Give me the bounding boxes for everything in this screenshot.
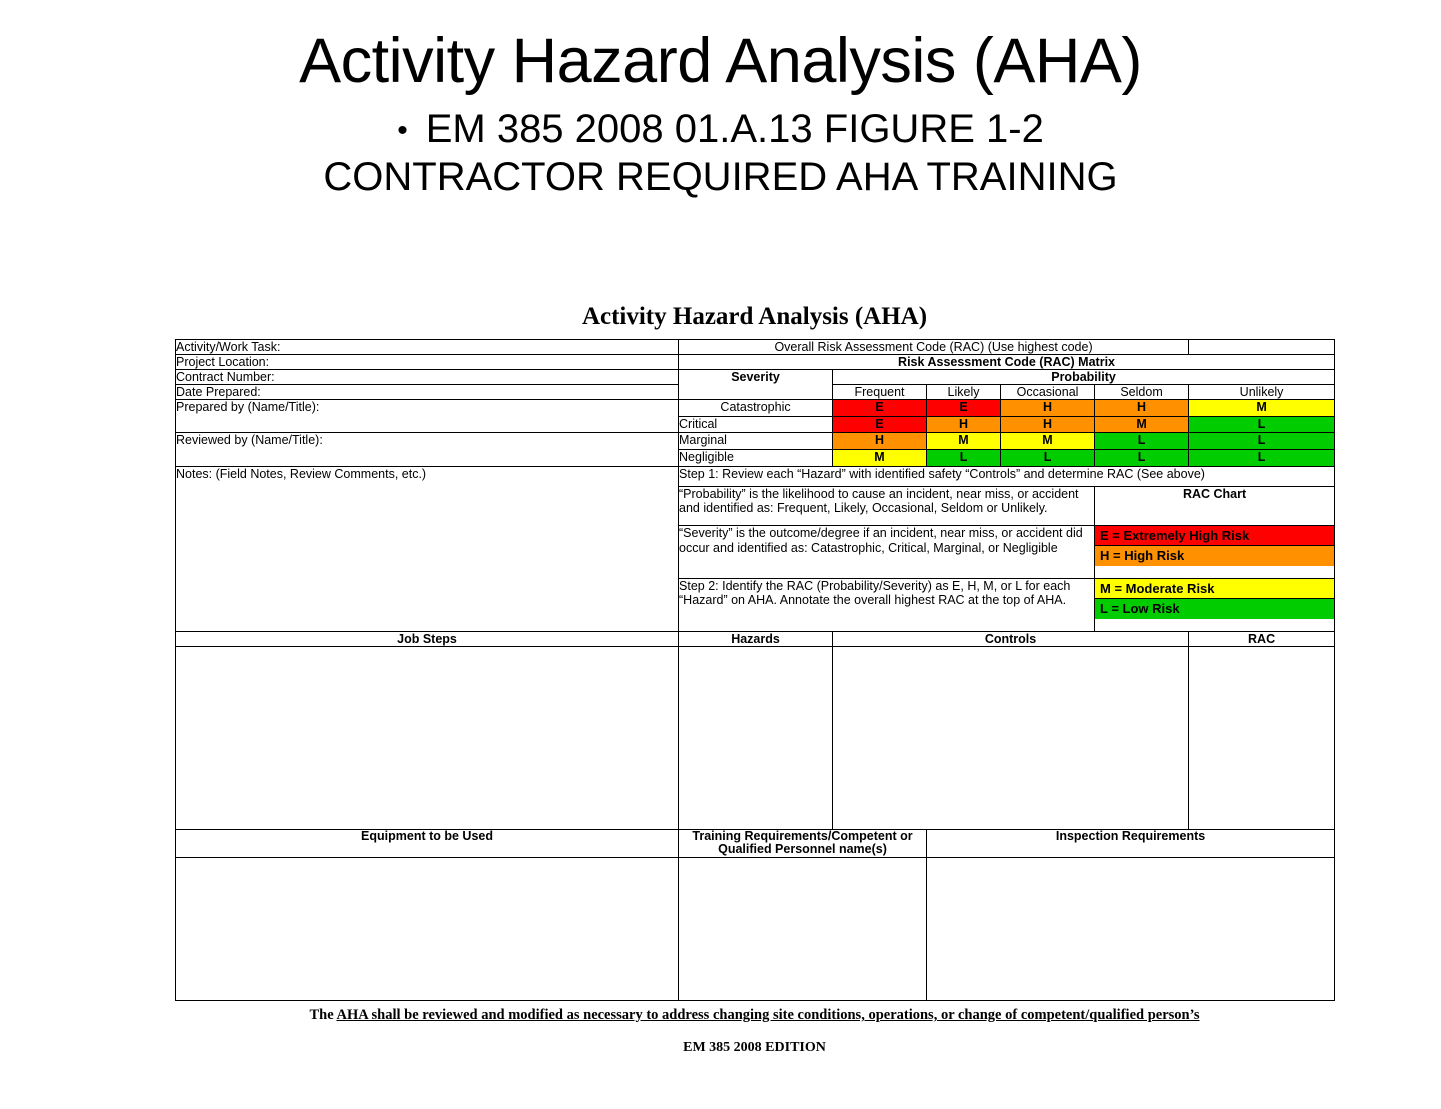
- subtitle-line1-text: EM 385 2008 01.A.13 FIGURE 1-2: [425, 107, 1044, 152]
- matrix-cell: E: [833, 400, 927, 417]
- input-rac[interactable]: [1189, 646, 1335, 829]
- form-title: Activity Hazard Analysis (AHA): [581, 303, 928, 330]
- legend-low-risk: L = Low Risk: [1095, 598, 1334, 619]
- probability-definition: “Probability” is the likelihood to cause an incident, near miss, or accident and identified as: Frequent, Likely, Occasional, Seldom or Unlikely.: [679, 486, 1095, 525]
- footer-note-prefix: The: [309, 1007, 337, 1023]
- table-row: [176, 433, 1335, 450]
- subtitle-bullet-line: [0, 106, 1441, 152]
- field-prepared-by[interactable]: Prepared by (Name/Title):: [176, 400, 679, 433]
- field-contract-number[interactable]: Contract Number:: [176, 370, 679, 385]
- matrix-cell: L: [1095, 449, 1189, 466]
- field-notes[interactable]: Notes: (Field Notes, Review Comments, etc.): [176, 466, 679, 631]
- input-controls[interactable]: [833, 646, 1189, 829]
- field-reviewed-by[interactable]: Reviewed by (Name/Title):: [176, 433, 679, 466]
- input-inspection-requirements[interactable]: [927, 858, 1335, 1001]
- table-row: [176, 829, 1335, 858]
- severity-definition: “Severity” is the outcome/degree if an incident, near miss, or accident did occur and identified as: Catastrophic, Critical, Marginal, or Negligible: [679, 525, 1095, 578]
- table-row: [176, 400, 1335, 417]
- input-equipment[interactable]: [176, 858, 679, 1001]
- matrix-cell: L: [1189, 433, 1335, 450]
- matrix-cell: E: [927, 400, 1001, 417]
- footer-note-underlined: AHA shall be reviewed and modified as necessary to address changing site conditions, operations, or change of competent/qualified person’s: [336, 1007, 1200, 1023]
- bullet-dot-icon: •: [397, 114, 408, 148]
- table-row: [176, 355, 1335, 370]
- matrix-cell: M: [1189, 400, 1335, 417]
- field-date-prepared[interactable]: Date Prepared:: [176, 385, 679, 400]
- table-row: [176, 370, 1335, 385]
- legend-extremely-high-risk: E = Extremely High Risk: [1095, 526, 1334, 546]
- column-header-hazards: Hazards: [679, 631, 833, 646]
- matrix-cell: H: [1001, 400, 1095, 417]
- prob-col-occasional: Occasional: [1001, 385, 1095, 400]
- table-row: [176, 646, 1335, 829]
- page-title: Activity Hazard Analysis (AHA): [299, 26, 1142, 96]
- matrix-cell: M: [833, 449, 927, 466]
- matrix-cell: L: [927, 449, 1001, 466]
- aha-table: [175, 339, 1335, 1001]
- matrix-cell: L: [1001, 449, 1095, 466]
- input-hazards[interactable]: [679, 646, 833, 829]
- rac-matrix-title: Risk Assessment Code (RAC) Matrix: [679, 355, 1335, 370]
- table-row: [176, 858, 1335, 1001]
- step2-text: Step 2: Identify the RAC (Probability/Severity) as E, H, M, or L for each “Hazard” on AHA. Annotate the overall highest RAC at the top of AHA.: [679, 578, 1095, 631]
- matrix-cell: H: [1001, 416, 1095, 433]
- severity-header: Severity: [679, 370, 833, 400]
- matrix-cell: E: [833, 416, 927, 433]
- column-header-job-steps: Job Steps: [176, 631, 679, 646]
- field-project-location[interactable]: Project Location:: [176, 355, 679, 370]
- prob-col-unlikely: Unlikely: [1189, 385, 1335, 400]
- matrix-cell: M: [1095, 416, 1189, 433]
- rac-chart-title: RAC Chart: [1095, 486, 1335, 525]
- column-header-controls: Controls: [833, 631, 1189, 646]
- field-activity-work-task[interactable]: Activity/Work Task:: [176, 340, 679, 355]
- input-job-steps[interactable]: [176, 646, 679, 829]
- severity-row-marginal: Marginal: [679, 433, 833, 450]
- prob-col-seldom: Seldom: [1095, 385, 1189, 400]
- severity-row-negligible: Negligible: [679, 449, 833, 466]
- probability-header: Probability: [833, 370, 1335, 385]
- legend-high-risk: H = High Risk: [1095, 545, 1334, 566]
- table-row: [176, 466, 1335, 486]
- legend-moderate-risk: M = Moderate Risk: [1095, 579, 1334, 599]
- aha-form: [175, 303, 1334, 1056]
- table-row: [176, 631, 1335, 646]
- matrix-cell: L: [1189, 416, 1335, 433]
- step1-text: Step 1: Review each “Hazard” with identified safety “Controls” and determine RAC (See above): [679, 466, 1335, 486]
- matrix-cell: H: [833, 433, 927, 450]
- table-row: [176, 340, 1335, 355]
- column-header-rac: RAC: [1189, 631, 1335, 646]
- severity-row-catastrophic: Catastrophic: [679, 400, 833, 417]
- slide: [0, 28, 1441, 1109]
- subtitle-line2-text: CONTRACTOR REQUIRED AHA TRAINING: [323, 155, 1118, 200]
- overall-rac-value[interactable]: [1189, 340, 1335, 355]
- column-header-equipment: Equipment to be Used: [176, 829, 679, 858]
- prob-col-frequent: Frequent: [833, 385, 927, 400]
- column-header-training-requirements: Training Requirements/Competent or Qualified Personnel name(s): [679, 829, 927, 858]
- matrix-cell: H: [1095, 400, 1189, 417]
- subtitle-block: [0, 106, 1441, 202]
- matrix-cell: L: [1189, 449, 1335, 466]
- matrix-cell: L: [1095, 433, 1189, 450]
- footer-note: [175, 1007, 1334, 1024]
- input-training-requirements[interactable]: [679, 858, 927, 1001]
- column-header-inspection-requirements: Inspection Requirements: [927, 829, 1335, 858]
- footer-edition: EM 385 2008 EDITION: [683, 1040, 826, 1055]
- prob-col-likely: Likely: [927, 385, 1001, 400]
- matrix-cell: M: [927, 433, 1001, 450]
- matrix-cell: H: [927, 416, 1001, 433]
- matrix-cell: M: [1001, 433, 1095, 450]
- overall-rac-label: Overall Risk Assessment Code (RAC) (Use highest code): [679, 340, 1189, 355]
- severity-row-critical: Critical: [679, 416, 833, 433]
